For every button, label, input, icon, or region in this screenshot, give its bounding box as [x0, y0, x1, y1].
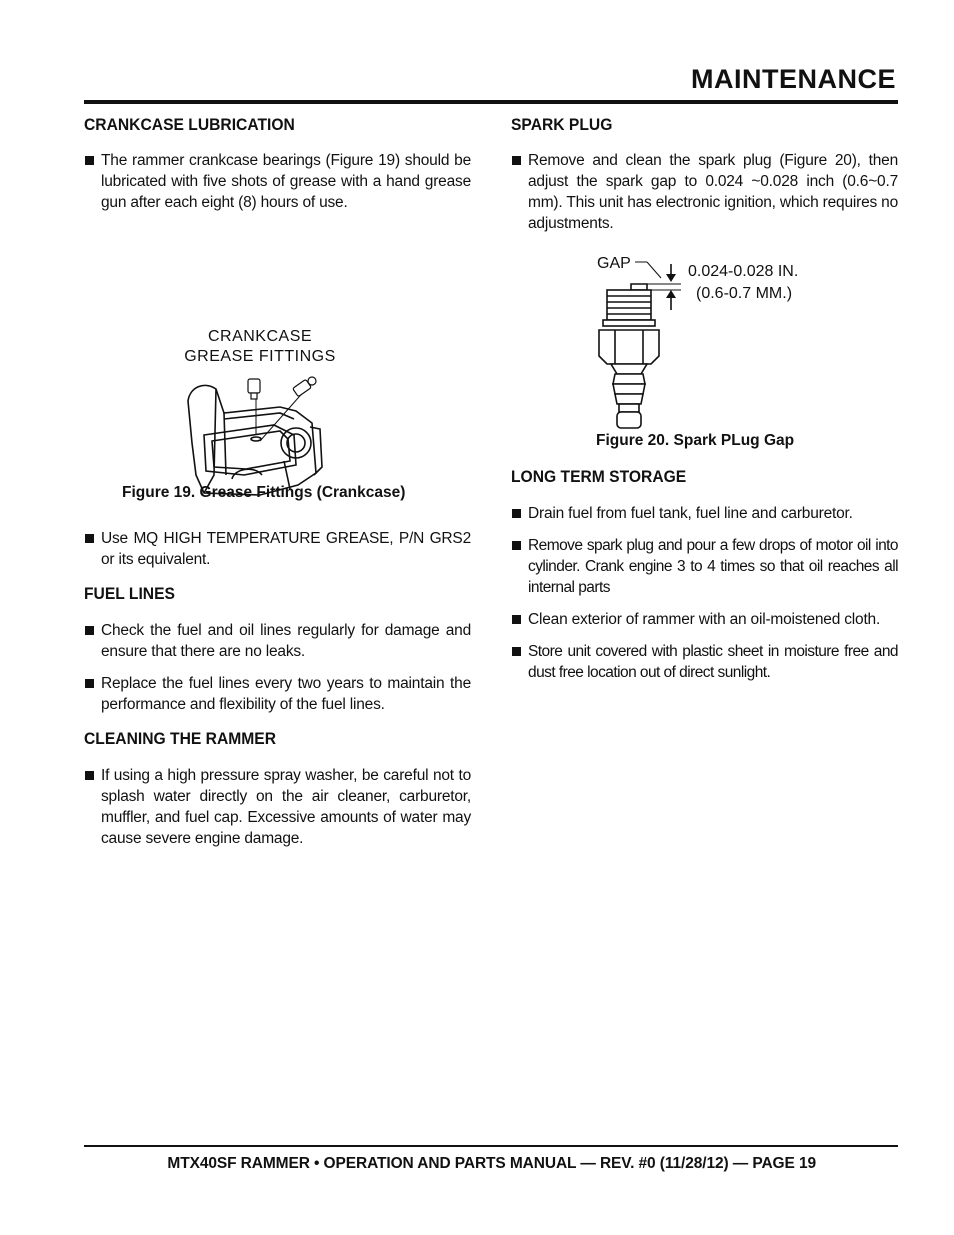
- right-column: [511, 114, 898, 683]
- bullet-square-icon: [85, 534, 94, 543]
- list-item: Clean exterior of rammer with an oil-moistened cloth.: [511, 609, 898, 630]
- section-heading-long-term-storage: LONG TERM STORAGE: [511, 467, 687, 486]
- gap-label: GAP: [597, 255, 631, 272]
- list-item: The rammer crankcase bearings (Figure 19) should be lubricated with five shots of grease with a hand grease gun after each eight (8) hours of use.: [84, 150, 471, 213]
- spark-plug-illustration: [511, 234, 898, 434]
- bullet-square-icon: [512, 156, 521, 165]
- page-header-title: MAINTENANCE: [691, 64, 896, 94]
- figure-spark-plug: [511, 234, 898, 454]
- header-rule: [84, 100, 898, 104]
- footer-text: MTX40SF RAMMER • OPERATION AND PARTS MANUAL — REV. #0 (11/28/12) — PAGE 19: [167, 1155, 816, 1172]
- figure-crankcase: [84, 213, 471, 503]
- bullet-square-icon: [512, 647, 521, 656]
- list-item: Remove and clean the spark plug (Figure 20), then adjust the spark gap to 0.024 ~0.028 inch (0.6~0.7 mm). This unit has electronic ignition, which requires no adjustments.: [511, 150, 898, 234]
- bullet-square-icon: [512, 615, 521, 624]
- bullet-square-icon: [512, 509, 521, 518]
- gap-mm-value: (0.6-0.7 MM.): [696, 285, 793, 302]
- list-item: Check the fuel and oil lines regularly for damage and ensure that there are no leaks.: [84, 620, 471, 662]
- section-heading-crankcase: CRANKCASE LUBRICATION: [84, 115, 295, 134]
- figure-label-line2: GREASE FITTINGS: [184, 348, 336, 365]
- bullet-square-icon: [512, 541, 521, 550]
- bullet-square-icon: [85, 626, 94, 635]
- list-item: Drain fuel from fuel tank, fuel line and carburetor.: [511, 503, 898, 524]
- section-heading-cleaning: CLEANING THE RAMMER: [84, 729, 277, 748]
- bullet-square-icon: [85, 156, 94, 165]
- list-item: Replace the fuel lines every two years to maintain the performance and flexibility of the fuel lines.: [84, 673, 471, 715]
- gap-inch-value: 0.024-0.028 IN.: [688, 263, 799, 280]
- figure-caption-20: Figure 20. Spark PLug Gap: [596, 432, 795, 449]
- bullet-square-icon: [85, 771, 94, 780]
- list-item: Remove spark plug and pour a few drops of motor oil into cylinder. Crank engine 3 to 4 times so that oil reaches all internal parts: [511, 535, 898, 598]
- footer-rule: [84, 1145, 898, 1147]
- list-item: If using a high pressure spray washer, be careful not to splash water directly on the air cleaner, carburetor, muffler, and fuel cap. Excessive amounts of water may cause severe engine damage.: [84, 765, 471, 849]
- figure-caption-19: Figure 19. Grease Fittings (Crankcase): [122, 484, 406, 501]
- section-heading-spark-plug: SPARK PLUG: [511, 115, 613, 134]
- section-heading-fuel-lines: FUEL LINES: [84, 584, 175, 603]
- list-item: Use MQ HIGH TEMPERATURE GREASE, P/N GRS2 or its equivalent.: [84, 528, 471, 570]
- crankcase-illustration: [84, 213, 471, 503]
- list-item: Store unit covered with plastic sheet in moisture free and dust free location out of direct sunlight.: [511, 641, 898, 683]
- figure-label-line1: CRANKCASE: [207, 328, 313, 345]
- left-column: [84, 114, 471, 849]
- bullet-square-icon: [85, 679, 94, 688]
